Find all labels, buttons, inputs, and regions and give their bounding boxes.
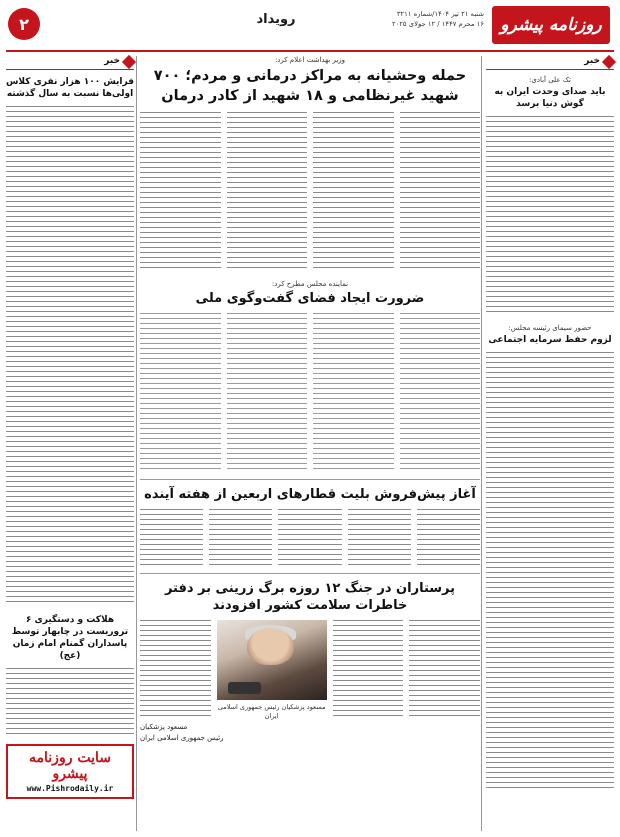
column-divider bbox=[136, 56, 137, 831]
photo-block bbox=[217, 620, 327, 720]
news-label-text: خبر bbox=[104, 56, 120, 66]
story-body bbox=[486, 116, 614, 316]
signature-title: رئیس جمهوری اسلامی ایران bbox=[140, 734, 224, 742]
center-area bbox=[140, 56, 480, 831]
lead-headline: حمله وحشیانه به مراکز درمانی و مردم؛ ۷۰۰ شهید غیرنظامی و ۱۸ شهید از کادر درمان bbox=[153, 68, 467, 104]
right-column bbox=[486, 56, 614, 831]
section-divider bbox=[140, 573, 480, 574]
story-kicker: حضور سیمای رئیسه مجلس: bbox=[508, 324, 592, 332]
photo-caption: مسعود پزشکیان رئیس جمهوری اسلامی ایران bbox=[217, 703, 326, 720]
story-body bbox=[6, 106, 134, 606]
story-kicker: نماینده مجلس مطرح کرد: bbox=[271, 280, 349, 288]
story-body bbox=[140, 620, 480, 720]
section-title: رویداد bbox=[256, 12, 296, 27]
section-divider bbox=[140, 479, 480, 480]
page-number-badge: ۲ bbox=[8, 8, 40, 40]
news-label-text: خبر bbox=[584, 56, 600, 66]
president-photo bbox=[217, 620, 327, 700]
signature-name: مسعود پزشکیان bbox=[140, 723, 188, 731]
website-name: سایت روزنامه پیشرو bbox=[29, 750, 111, 782]
column-divider bbox=[481, 56, 482, 831]
website-url[interactable]: www.Pishrodaily.ir bbox=[26, 784, 114, 793]
story-body bbox=[140, 509, 480, 567]
story-headline: فرایش ۱۰۰ هزار نفری کلاس اولی‌ها نسبت به سال گذشته bbox=[6, 77, 134, 99]
diamond-icon bbox=[122, 55, 136, 69]
date-line: ۱۶ محرم ۱۴۴۷ / ۱۲ جولای ۲۰۲۵ bbox=[391, 20, 484, 28]
lead-kicker: وزیر بهداشت اعلام کرد: bbox=[274, 56, 346, 64]
story-headline: پرستاران در جنگ ۱۲ روزه برگ زرینی بر دفتر خاطرات سلامت کشور افزودند bbox=[164, 581, 456, 613]
story-headline: باید صدای وحدت ایران به گوش دنیا برسد bbox=[494, 87, 606, 109]
masthead bbox=[6, 6, 614, 44]
diamond-icon bbox=[602, 55, 616, 69]
newspaper-logo: روزنامه پیشرو bbox=[492, 6, 610, 44]
story-body bbox=[140, 313, 480, 473]
news-label-right bbox=[486, 56, 614, 70]
header-rule bbox=[6, 50, 614, 52]
website-promo bbox=[6, 744, 134, 799]
issue-line: شنبه ۲۱ تیر ۱۴۰۴/شماره ۳۲۱۱ bbox=[396, 10, 484, 18]
issue-meta bbox=[392, 9, 484, 29]
left-column bbox=[6, 56, 134, 831]
story-headline: لزوم حفظ سرمایه اجتماعی bbox=[488, 335, 612, 345]
story-body bbox=[486, 352, 614, 792]
story-kicker: تک علی آبادی: bbox=[529, 76, 571, 84]
news-label-left bbox=[6, 56, 134, 70]
story-headline: آغاز پیش‌فروش بلیت قطارهای اربعین از هفته آینده bbox=[144, 487, 476, 502]
story-headline: هلاکت و دستگیری ۶ تروریست در چابهار توسط پاسداران گمنام امام زمان (عج) bbox=[11, 615, 129, 661]
story-body bbox=[6, 668, 134, 738]
story-headline: ضرورت ایجاد فضای گفت‌وگوی ملی bbox=[195, 291, 425, 306]
lead-body bbox=[140, 112, 480, 272]
